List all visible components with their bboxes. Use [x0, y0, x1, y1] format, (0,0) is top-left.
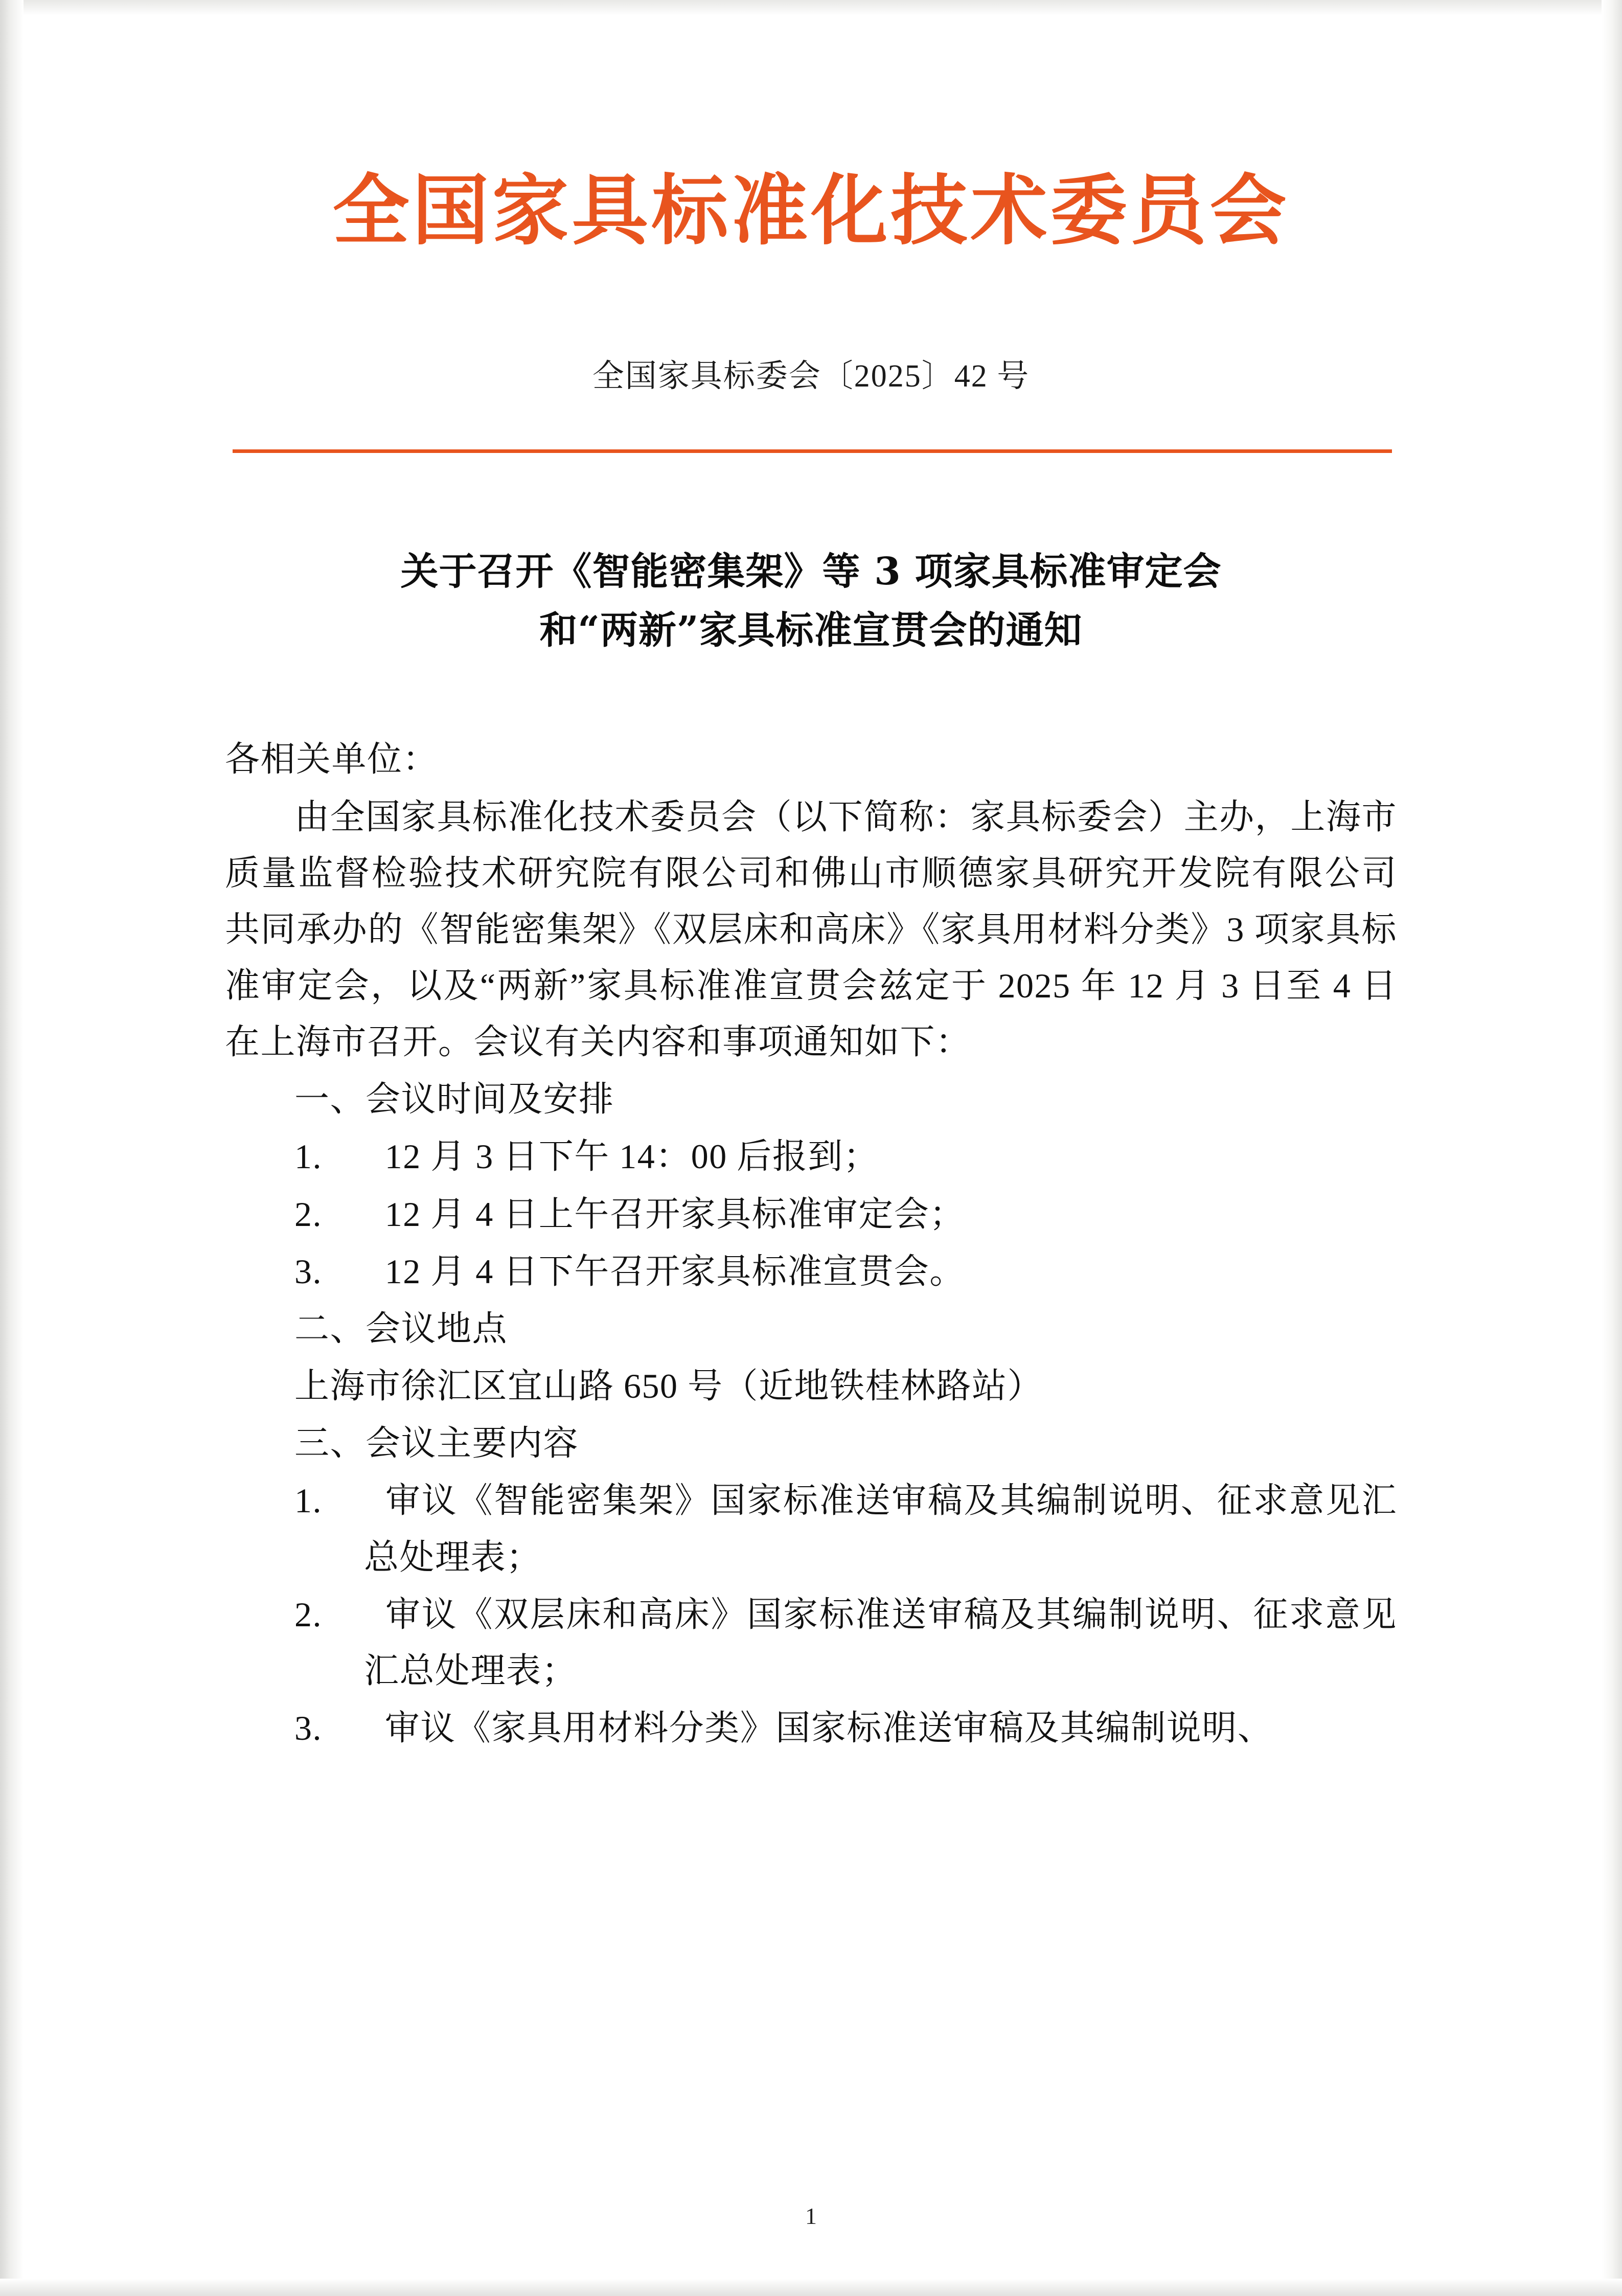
section-heading-2: 二、会议地点 [294, 1309, 508, 1348]
list-item-text: 审议《双层床和高床》国家标准送审稿及其编制说明、征求意见汇总处理表； [364, 1595, 1397, 1690]
list-item-number: 2. [294, 1194, 322, 1234]
page-number: 1 [805, 2203, 817, 2229]
page-title-line-1: 关于召开《智能密集架》等 3 项家具标准审定会 [400, 550, 1222, 594]
section-heading-3: 三、会议主要内容 [294, 1424, 579, 1463]
list-item-number: 3. [294, 1252, 322, 1291]
list-item-number: 2. [294, 1595, 322, 1634]
page-title-line-2: 和“两新”家具标准宣贯会的通知 [539, 608, 1083, 652]
list-item [294, 1700, 1397, 1756]
salutation: 各相关单位： [225, 740, 439, 779]
document-number: 全国家具标委会〔2025〕42 号 [592, 359, 1030, 394]
intro-paragraph: 由全国家具标准化技术委员会（以下简称：家具标委会）主办，上海市质量监督检验技术研究院有限公司和佛山市顺德家具研究开发院有限公司共同承办的《智能密集架》《双层床和高床》《家具用材料分类》3 项家具标准审定会，以及“两新”家具标准准宣贯会兹定于 2025 年 12 月 3 日至 4 日在上海市召开。会议有关内容和事项通知如下： [225, 797, 1397, 1062]
list-item-number: 3. [294, 1709, 322, 1748]
list-item [294, 1586, 1397, 1699]
list-item-text: 12 月 3 日下午 14：00 后报到； [384, 1137, 879, 1176]
section-2-address: 上海市徐汇区宜山路 650 号（近地铁桂林路站） [294, 1367, 1043, 1406]
list-item [294, 1472, 1397, 1585]
paper-edge-bottom [0, 2279, 1622, 2296]
section-heading-1: 一、会议时间及安排 [294, 1080, 614, 1119]
list-item-number: 1. [294, 1481, 322, 1520]
header-divider-rule [233, 449, 1392, 453]
list-item [294, 1128, 1397, 1185]
masthead-title: 全国家具标准化技术委员会 [332, 166, 1290, 256]
list-item [294, 1243, 1397, 1300]
list-item-number: 1. [294, 1137, 322, 1176]
page-title [225, 542, 1397, 660]
body-text [225, 731, 1397, 1756]
list-item [294, 1186, 1397, 1242]
list-item-text: 12 月 4 日下午召开家具标准宣贯会。 [384, 1252, 965, 1291]
list-item-text: 审议《智能密集架》国家标准送审稿及其编制说明、征求意见汇总处理表； [364, 1481, 1397, 1577]
list-item-text: 12 月 4 日上午召开家具标准审定会； [384, 1194, 965, 1234]
list-item-text: 审议《家具用材料分类》国家标准送审稿及其编制说明、 [384, 1709, 1273, 1748]
